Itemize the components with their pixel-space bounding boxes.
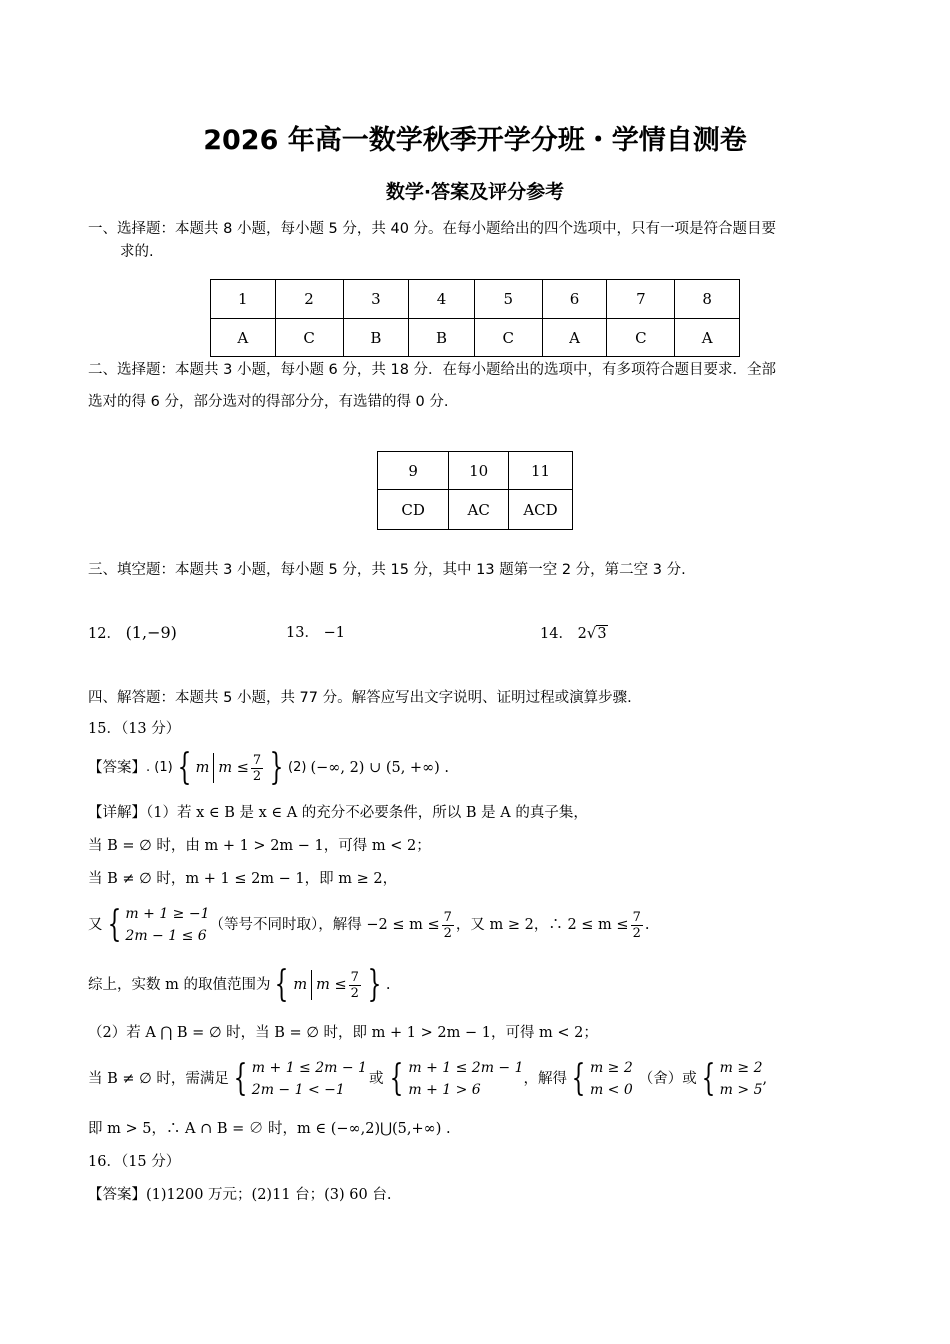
answer-label: 【答案】 [88, 1187, 146, 1203]
table-cell: 9 [378, 452, 449, 490]
detail-label: 【详解】 [88, 805, 146, 821]
q15-detail-2: 当 B = ∅ 时，由 m + 1 > 2m − 1，可得 m < 2； [88, 838, 431, 854]
table1-number-row [211, 280, 740, 319]
q15-detail-8: 即 m > 5，∴ A ∩ B = ∅ 时，m ∈ (−∞,2)⋃(5,+∞) . [88, 1121, 451, 1137]
answer-value: 2 [577, 626, 587, 642]
table-cell: AC [449, 490, 509, 530]
page-subtitle: 数学·答案及评分参考 [385, 181, 565, 203]
detail-text: ，又 m ≥ 2，∴ 2 ≤ m ≤ [455, 917, 629, 933]
table-cell: A [542, 319, 607, 357]
section4-heading: 四、解答题：本题共 5 小题，共 77 分。解答应写出文字说明、证明过程或演算步骤. [88, 690, 632, 706]
answer-table-2 [377, 451, 573, 530]
q15-detail-3: 当 B ≠ ∅ 时，m + 1 ≤ 2m − 1，即 m ≥ 2， [88, 871, 398, 887]
question-number: 14． [540, 626, 573, 642]
q16-header: 16．（15 分） [88, 1154, 181, 1170]
table-cell: C [275, 319, 343, 357]
q15-detail-4: 又 { m + 1 ≥ −1 2m − 1 ≤ 6 （等号不同时取），解得 −2 ≤ m ≤ $\frac{7}{2}$ ，又 m ≥ 2，∴ 2 ≤ m ≤ $\frac{7}{2}$ . [88, 904, 650, 945]
page-title: 2026 年高一数学秋季开学分班・学情自测卷 [203, 125, 747, 156]
q15-detail-1 [88, 802, 588, 824]
inequality-system: m + 1 ≥ −1 2m − 1 ≤ 6 [125, 906, 210, 944]
table-cell: 4 [409, 280, 475, 319]
table-cell: 3 [343, 280, 409, 319]
inequality-system: m ≥ 2 m > 5 [719, 1060, 763, 1098]
detail-text: 当 B ≠ ∅ 时，需满足 [88, 1071, 229, 1087]
table-cell: A [675, 319, 740, 357]
table-cell: 10 [449, 452, 509, 490]
table2-answer-row [378, 490, 573, 530]
fill-answer-12 [88, 622, 177, 645]
fraction: $\frac{7}{2}$ [252, 752, 262, 784]
q15-detail-6: （2）若 A ⋂ B = ∅ 时，当 B = ∅ 时，即 m + 1 > 2m − 1，可得 m < 2； [88, 1025, 598, 1041]
answer-part1-label: . (1) [146, 760, 173, 775]
q15-detail-5: 综上，实数 m 的取值范围为 { m m ≤ $\frac{7}{2}$ } . [88, 964, 391, 1005]
table-cell: C [474, 319, 542, 357]
fraction: $\frac{7}{2}$ [350, 969, 359, 1001]
detail-text: 又 [88, 917, 103, 933]
table1-answer-row [211, 319, 740, 357]
answer-part2-label: (2) [288, 760, 307, 775]
detail-text: （1）若 x ∈ B 是 x ∈ A 的充分不必要条件，所以 B 是 A 的真子集， [146, 805, 588, 821]
fill-answer-14: 14． 2√3 [540, 624, 607, 642]
inequality-system: m + 1 ≤ 2m − 1 2m − 1 < −1 [251, 1060, 367, 1098]
table-cell: ACD [509, 490, 573, 530]
radicand: 3 [597, 626, 607, 642]
table-cell: 11 [509, 452, 573, 490]
table-cell: 2 [275, 280, 343, 319]
inequality-system: m ≥ 2 m < 0 [589, 1060, 633, 1098]
table-cell: 8 [675, 280, 740, 319]
section1-heading-cont: 求的. [120, 244, 154, 260]
detail-text: 综上，实数 m 的取值范围为 [88, 977, 271, 993]
answer-value: −1 [323, 625, 345, 641]
answer-table-1 [210, 279, 740, 357]
table-cell: A [211, 319, 276, 357]
table-cell: B [409, 319, 475, 357]
fraction: $\frac{7}{2}$ [632, 909, 641, 941]
answer-part2-value: (−∞, 2) ∪ (5, +∞) . [310, 760, 450, 776]
table-cell: 6 [542, 280, 607, 319]
table-cell: 1 [211, 280, 276, 319]
table-cell: 7 [607, 280, 675, 319]
inequality-system: m + 1 ≤ 2m − 1 m + 1 > 6 [408, 1060, 524, 1098]
answer-value: (1)1200 万元；(2)11 台；(3) 60 台. [146, 1187, 392, 1203]
table-cell: C [607, 319, 675, 357]
question-number: 13． [286, 625, 319, 641]
table2-number-row [378, 452, 573, 490]
set-variable: m [195, 760, 210, 776]
detail-text: （等号不同时取），解得 −2 ≤ m ≤ [209, 917, 440, 933]
fraction: $\frac{7}{2}$ [443, 909, 452, 941]
q15-answer-line: 【答案】 . (1) { m m ≤ $\frac{7}{2}$ } (2) (−∞, 2) ∪ (5, +∞) . [88, 747, 450, 788]
section3-heading: 三、填空题：本题共 3 小题，每小题 5 分，共 15 分，其中 13 题第一空 2 分，第二空 3 分. [88, 562, 686, 578]
table-cell: B [343, 319, 409, 357]
section2-heading-cont: 选对的得 6 分，部分选对的得部分分，有选错的得 0 分. [88, 394, 449, 410]
set-condition: m ≤ [218, 760, 249, 776]
section1-heading: 一、选择题：本题共 8 小题，每小题 5 分，共 40 分。在每小题给出的四个选项中，只有一项是符合题目要 [88, 221, 777, 237]
question-number: 12． [88, 626, 121, 642]
q15-header: 15．（13 分） [88, 721, 181, 737]
q15-detail-7: 当 B ≠ ∅ 时，需满足 { m + 1 ≤ 2m − 1 2m − 1 < −1 或 { m + 1 ≤ 2m − 1 m + 1 > 6 ，解得 { m ≥ 2 m < 0 （舍）或 { m ≥ 2 m > 5 , [88, 1058, 768, 1099]
answer-value: (1,−9) [125, 623, 177, 642]
answer-label: 【答案】 [88, 760, 146, 776]
q16-answer-line [88, 1184, 391, 1206]
table-cell: CD [378, 490, 449, 530]
section2-heading: 二、选择题：本题共 3 小题，每小题 6 分，共 18 分．在每小题给出的选项中，有多项符合题目要求．全部 [88, 362, 777, 378]
table-cell: 5 [474, 280, 542, 319]
fill-answer-13 [286, 622, 345, 644]
